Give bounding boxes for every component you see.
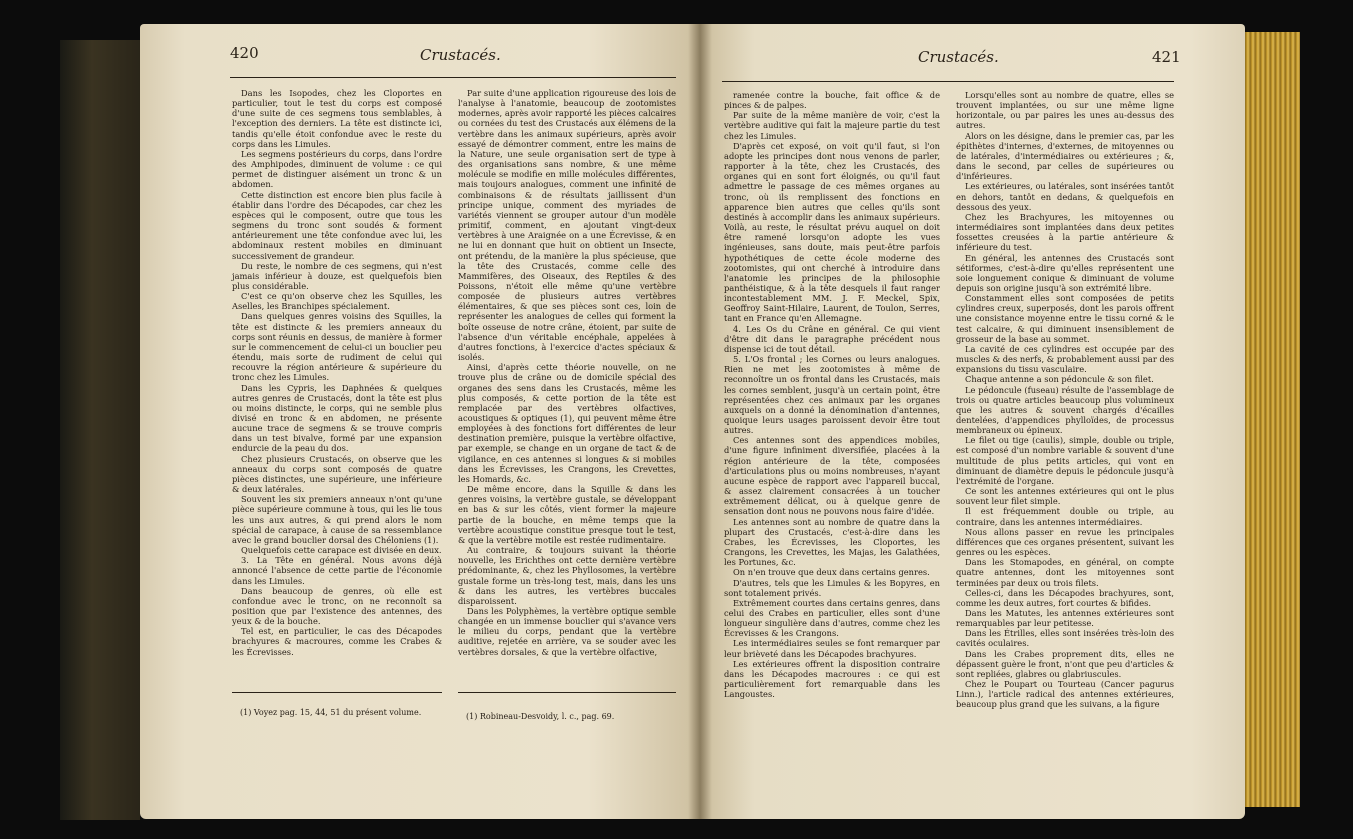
left-page-edges (60, 40, 140, 820)
right-page-column-2 (956, 90, 1174, 710)
right-page-column-1 (724, 90, 940, 699)
paragraph: Dans les Stomapodes, en général, on compte quatre antennes, dont les mitoyennes sont terminées par deux ou trois filets. (956, 557, 1174, 588)
paragraph: Les segmens postérieurs du corps, dans l'ordre des Amphipodes, diminuent de volume : ce qui permet de distinguer aisément un tronc & un abdomen. (232, 148, 442, 190)
paragraph: La cavité de ces cylindres est occupée par des muscles & des nerfs, & probablement aussi par des expansions du tissu vasculaire. (956, 343, 1174, 375)
paragraph: Alors on les désigne, dans le premier cas, par les épithètes d'internes, d'externes, de mitoyennes ou de latérales, d'intermédiaires ou extérieures ; &, dans le second, par celles de supérieures ou d'inférieures. (956, 130, 1174, 182)
paragraph: 3. La Tête en général. Nous avons déjà annoncé l'absence de cette partie de l'économie dans les Limules. (232, 555, 442, 586)
paragraph: Souvent les six premiers anneaux n'ont qu'une pièce supérieure commune à tous, qui les lie tous les uns aux autres, & qui prend alors le nom spécial de carapace, à cause de sa ressemblance avec le grand bouclier dorsal des Chéloniens (1). (232, 494, 442, 545)
paragraph: 5. L'Os frontal ; les Cornes ou leurs analogues. Rien ne met les zootomistes à même de reconnoître un os frontal dans les Crustacés, mais les cornes semblent, jusqu'à un certain point, être représentées chez ces animaux par les organes auxquels on a donné la dénomination d'antennes, quoique leurs usages paroissent devoir être tout autres. (724, 354, 940, 436)
paragraph: Dans les Matutes, les antennes extérieures sont remarquables par leur petitesse. (956, 607, 1174, 629)
paragraph: D'autres, tels que les Limules & les Bopyres, en sont totalement privés. (724, 577, 940, 598)
left-page-number: 420 (230, 44, 259, 62)
left-page-column-2 (458, 88, 676, 657)
left-header-rule (230, 77, 676, 78)
paragraph: Du reste, le nombre de ces segmens, qui n'est jamais inférieur à douze, est quelquefois bien plus considérable. (232, 260, 442, 291)
left-footnote-rule-1 (232, 692, 442, 693)
paragraph: ramenée contre la bouche, fait office & de pinces & de palpes. (724, 90, 940, 111)
paragraph: Chez les Brachyures, les mitoyennes ou intermédiaires sont implantées dans deux petites fossettes creusées à la partie antérieure & inférieure du test. (956, 211, 1174, 253)
paragraph: En général, les antennes des Crustacés sont sétiformes, c'est-à-dire qu'elles représentent une soie longuement conique & diminuant de volume depuis son origine jusqu'à son extrémité libre. (956, 252, 1174, 293)
paragraph: Dans les Étrilles, elles sont insérées très-loin des cavités oculaires. (956, 628, 1174, 649)
paragraph: Extrêmement courtes dans certains genres, dans celui des Crabes en particulier, elles sont d'une longueur singulière dans d'autres, comme chez les Écrevisses & les Crangons. (724, 597, 940, 639)
right-running-head: Crustacés. (918, 48, 999, 66)
paragraph: Lorsqu'elles sont au nombre de quatre, elles se trouvent implantées, ou sur une même ligne horizontale, ou par paires les unes au-dessus des autres. (956, 90, 1174, 131)
paragraph: Il est fréquemment double ou triple, au contraire, dans les antennes intermédiaires. (956, 506, 1174, 527)
paragraph: Au contraire, & toujours suivant la théorie nouvelle, les Erichthes ont cette dernière vertèbre prédominante, &, chez les Phyllosomes, la vertèbre gustale forme un très-long test, mais, dans les uns & dans les autres, les vertèbres buccales disparoissent. (458, 545, 676, 606)
footnote: (1) Robineau-Desvoidy, l. c., pag. 69. (466, 712, 615, 721)
paragraph: Dans les Crabes proprement dits, elles ne dépassent guère le front, n'ont que peu d'articles & sont repliées, glabres ou glabriuscules. (956, 648, 1174, 679)
paragraph: Quelquefois cette carapace est divisée en deux. (241, 545, 442, 556)
paragraph: 4. Les Os du Crâne en général. Ce qui vient d'être dit dans le paragraphe précédent nous dispense ici de tout détail. (724, 323, 940, 354)
paragraph: C'est ce qu'on observe chez les Squilles, les Aselles, les Branchipes spécialement. (232, 291, 442, 312)
book-gutter (688, 24, 712, 819)
right-page-number: 421 (1152, 48, 1181, 66)
paragraph: De même encore, dans la Squille & dans les genres voisins, la vertèbre gustale, se développant en bas & sur les côtés, vient former la majeure partie de la bouche, en même temps que la vertèbre acoustique constitue presque tout le test, & que la vertèbre motile est restée rudimentaire. (458, 484, 676, 545)
paragraph: D'après cet exposé, on voit qu'il faut, si l'on adopte les principes dont nous venons de parler, rapporter à la tête, chez les Crustacés, des organes qui en sont fort éloignés, ou qu'il faut admettre le passage de ces mêmes organes au tronc, où ils remplissent des fonctions en apparence bien autres que celles qu'ils sont destinés à accomplir dans les animaux supérieurs. Voilà, au reste, le résultat prévu auquel on doit être ramené lorsqu'on adopte les vues ingénieuses, sans doute, mais peut-être parfois hypothétiques de cette école moderne des zootomistes, qui ont cherché à introduire dans l'anatomie les principes de la philosophie panthéistique, & à la tête desquels il faut ranger incontestablement MM. J. F. Meckel, Spix, Geoffroy Saint-Hilaire, Laurent, de Toulon, Serres, tant en France qu'en Allemagne. (724, 140, 940, 324)
left-running-head: Crustacés. (420, 46, 501, 64)
paragraph: On n'en trouve que deux dans certains genres. (733, 567, 930, 578)
paragraph: Cette distinction est encore bien plus facile à établir dans l'ordre des Décapodes, car chez les espèces qui le composent, outre que tous les segmens du tronc sont soudés & forment antérieurement une tête confondue avec lui, les abdominaux restent mobiles en diminuant successivement de grandeur. (232, 189, 442, 261)
paragraph: Ce sont les antennes extérieures qui ont le plus souvent leur filet simple. (956, 486, 1174, 507)
paragraph: Ces antennes sont des appendices mobiles, d'une figure infiniment diversifiée, placées à la région antérieure de la tête, composées d'articulations plus ou moins nombreuses, n'ayant aucune espèce de rapport avec l'appareil buccal, & assez clairement consacrées à un toucher extrêmement délicat, ou à quelque genre de sensation dont nous ne pouvons nous faire d'idée. (724, 435, 940, 517)
paragraph: Par suite de la même manière de voir, c'est la vertèbre auditive qui fait la majeure partie du test chez les Limules. (724, 110, 940, 141)
left-page-column-1 (232, 88, 442, 657)
paragraph: Tel est, en particulier, le cas des Décapodes brachyures & macroures, comme les Crabes & les Écrevisses. (232, 626, 442, 657)
paragraph: Dans beaucoup de genres, où elle est confondue avec le tronc, on ne reconnoît sa position que par l'existence des antennes, des yeux & de la bouche. (232, 585, 442, 627)
paragraph: Les extérieures, ou latérales, sont insérées tantôt en dehors, tantôt en dedans, & quelquefois en dessous des yeux. (956, 181, 1174, 212)
paragraph: Les extérieures offrent la disposition contraire dans les Décapodes macroures : ce qui est particulièrement fort remarquable dans les Langoustes. (724, 658, 940, 700)
paragraph: Chaque antenne a son pédoncule & son filet. (965, 374, 1154, 385)
paragraph: Les antennes sont au nombre de quatre dans la plupart des Crustacés, c'est-à-dire dans les Crabes, les Écrevisses, les Cloportes, les Crangons, les Crevettes, les Majas, les Galathées, les Portunes, &c. (724, 516, 940, 568)
right-page-edges (1240, 32, 1300, 807)
paragraph: Dans quelques genres voisins des Squilles, la tête est distincte & les premiers anneaux du corps sont réunis en dessus, de manière à former sur le commencement de celui-ci un bouclier peu étendu, mais sorte de rudiment de celui qui recouvre la région antérieure & supérieure du tronc chez les Limules. (232, 311, 442, 383)
paragraph: Celles-ci, dans les Décapodes brachyures, sont, comme les deux autres, fort courtes & bifides. (956, 587, 1174, 608)
paragraph: Dans les Isopodes, chez les Cloportes en particulier, tout le test du corps est composé d'une suite de ces segmens tous semblables, à l'exception des derniers. La tête est distincte ici, tandis qu'elle étoit confondue avec le reste du corps dans les Limules. (232, 88, 442, 149)
paragraph: Le filet ou tige (caulis), simple, double ou triple, est composé d'un nombre variable & souvent d'une multitude de plus petits articles, qui vont en diminuant de diamètre depuis le pédoncule jusqu'à l'extrémité de l'organe. (956, 435, 1174, 486)
paragraph: Ainsi, d'après cette théorie nouvelle, on ne trouve plus de crâne ou de domicile spécial des organes des sens dans les Crustacés, même les plus composés, & cette portion de la tête est remplacée par des vertèbres olfactives, acoustiques & optiques (1), qui peuvent même être employées à des fonctions fort différentes de leur destination première, puisque la vertèbre olfactive, par exemple, se change en un organe de tact & de vigilance, en ces antennes si longues & si mobiles dans les Écrevisses, les Crangons, les Crevettes, les Homards, &c. (458, 362, 676, 484)
paragraph: Constamment elles sont composées de petits cylindres creux, superposés, dont les parois offrent une consistance moyenne entre le tissu corné & le test calcaire, & qui diminuent insensiblement de grosseur de la base au sommet. (956, 293, 1174, 344)
paragraph: Nous allons passer en revue les principales différences que ces organes présentent, suivant les genres ou les espèces. (956, 526, 1174, 558)
paragraph: Dans les Polyphèmes, la vertèbre optique semble changée en un immense bouclier qui s'avance vers le milieu du corps, pendant que la vertèbre auditive, rejetée en arrière, va se souder avec les vertèbres dorsales, & que la vertèbre olfactive, (458, 605, 676, 657)
paragraph: Dans les Cypris, les Daphnées & quelques autres genres de Crustacés, dont la tête est plus ou moins distincte, le corps, qui ne semble plus divisé en tronc & en abdomen, ne présente aucune trace de segmens & se trouve compris dans un test bivalve, formé par une expansion endurcie de la peau du dos. (232, 382, 442, 454)
paragraph: Chez le Poupart ou Tourteau (Cancer pagurus Linn.), l'article radical des antennes extérieures, beaucoup plus grand que les suivans, a la figure (956, 679, 1174, 710)
paragraph: Le pédoncule (fuseau) résulte de l'assemblage de trois ou quatre articles beaucoup plus volumineux que les autres & souvent chargés d'écailles dentelées, d'appendices phylloïdes, de processus membraneux ou épineux. (956, 384, 1174, 436)
paragraph: Les intermédiaires seules se font remarquer par leur brièveté dans les Décapodes brachyures. (724, 638, 940, 659)
paragraph: Chez plusieurs Crustacés, on observe que les anneaux du corps sont composés de quatre pièces distinctes, une supérieure, une inférieure & deux latérales. (232, 453, 442, 495)
left-footnote-rule-2 (458, 692, 676, 693)
paragraph: Par suite d'une application rigoureuse des lois de l'analyse à l'anatomie, beaucoup de zootomistes modernes, après avoir rapporté les pièces calcaires ou cornées du test des Crustacés aux élémens de la vertèbre dans les animaux supérieurs, après avoir essayé de démontrer comment, entre les mains de la Nature, une seule organisation sert de type à des organisations sans nombre, & une même molécule se modifie en mille molécules différentes, mais toujours analogues, comment une infinité de combinaisons & de résultats jaillissent d'un principe unique, comment des myriades de variétés viennent se grouper autour d'un modèle primitif, comment, en ajoutant vingt-deux vertèbres à une Araignée on a une Écrevisse, & en ne lui en donnant que huit on obtient un Insecte, ont prétendu, de la manière la plus spécieuse, que la tête des Crustacés, comme celle des Mammifères, des Oiseaux, des Reptiles & des Poissons, n'étoit elle même qu'une vertèbre composée de plusieurs autres vertèbres élémentaires, & que ses pièces sont ces, loin de représenter les analogues de celles qui forment la boîte osseuse de notre crâne, étoient, par suite de l'absence d'un véritable encéphale, appelées à d'autres fonctions, à l'exercice d'actes spéciaux & isolés. (458, 88, 676, 363)
right-header-rule (722, 81, 1174, 82)
footnote: (1) Voyez pag. 15, 44, 51 du présent volume. (240, 708, 422, 717)
